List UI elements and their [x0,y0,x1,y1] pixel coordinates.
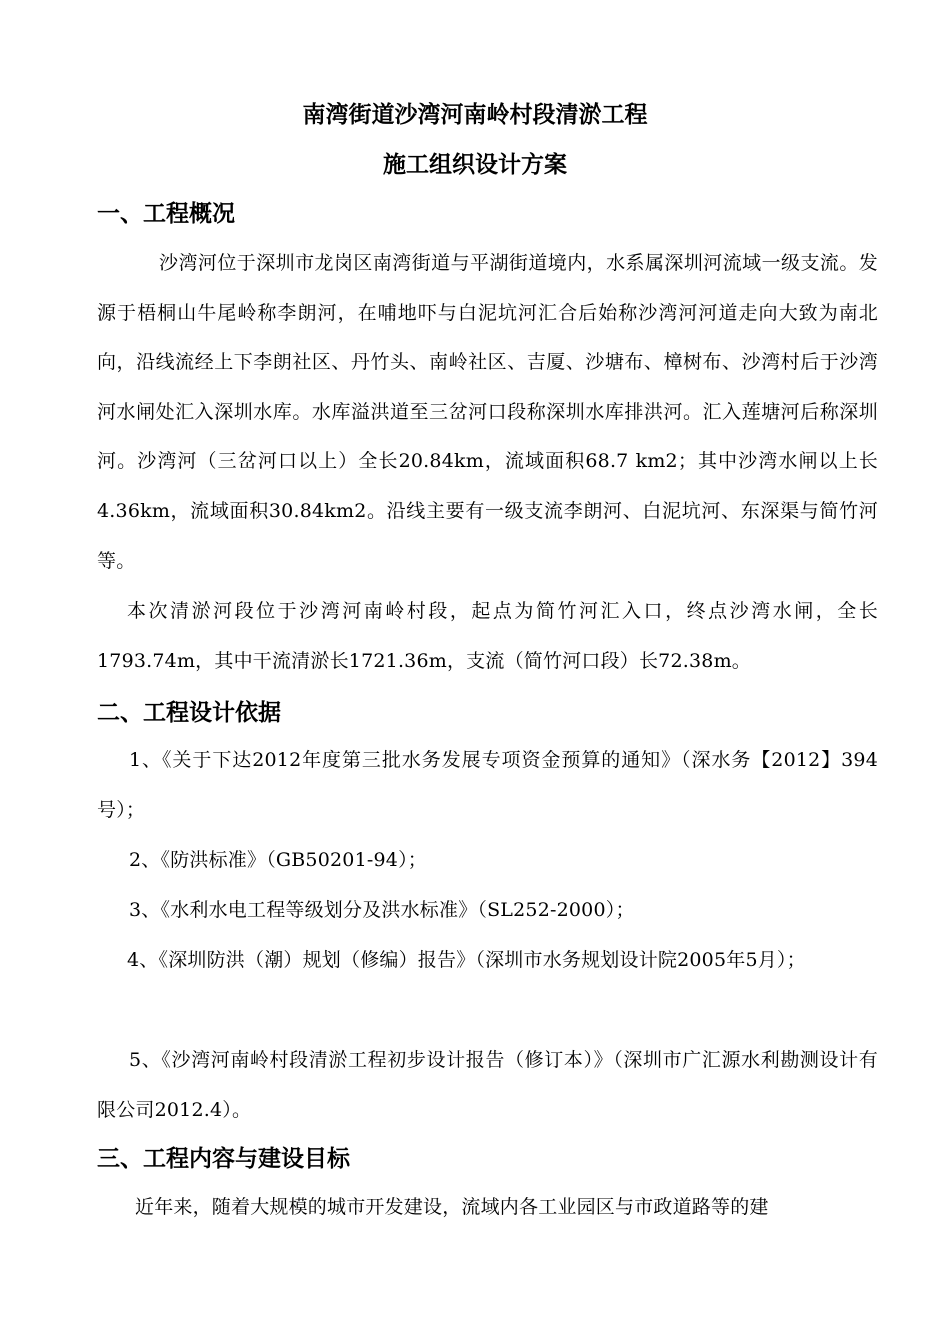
overview-paragraph-2: 本次清淤河段位于沙湾河南岭村段，起点为简竹河汇入口，终点沙湾水闸，全长1793.74m，其中干流清淤长1721.36m，支流（简竹河口段）长72.38m。 [97,600,878,672]
design-basis-item-3: 3、《水利水电工程等级划分及洪水标准》（SL252-2000）； [129,899,635,921]
design-basis-item-4: 4、《深圳防洪（潮）规划（修编）报告》（深圳市水务规划设计院2005年5月）； [127,949,806,971]
design-basis-item-5: 5、《沙湾河南岭村段清淤工程初步设计报告（修订本）》（深圳市广汇源水利勘测设计有限公司2012.4）。 [97,1049,878,1121]
design-basis-item-1: 1、《关于下达2012年度第三批水务发展专项资金预算的通知》（深水务【2012】394号）； [97,749,878,821]
overview-paragraph-1: 沙湾河位于深圳市龙岗区南湾街道与平湖街道境内，水系属深圳河流域一级支流。发源于梧桐山牛尾岭称李朗河，在哺地吓与白泥坑河汇合后始称沙湾河河道走向大致为南北向，沿线流经上下李朗社区、丹竹头、南岭社区、吉厦、沙塘布、樟树布、沙湾村后于沙湾河水闸处汇入深圳水库。水库溢洪道至三岔河口段称深圳水库排洪河。汇入莲塘河后称深圳河。沙湾河（三岔河口以上）全长20.84km，流域面积68.7 km2；其中沙湾水闸以上长4.36km，流域面积30.84km2。沿线主要有一级支流李朗河、白泥坑河、东深渠与简竹河等。 [97,252,878,572]
section-heading-overview: 一、工程概况 [97,201,235,227]
document-title-line-1: 南湾街道沙湾河南岭村段清淤工程 [302,102,648,128]
content-goals-paragraph-1: 近年来，随着大规模的城市开发建设，流域内各工业园区与市政道路等的建 [135,1196,769,1218]
section-heading-design-basis: 二、工程设计依据 [97,700,281,726]
design-basis-item-2: 2、《防洪标准》（GB50201-94）； [129,849,427,871]
document-title-line-2: 施工组织设计方案 [383,152,567,178]
section-heading-content-goals: 三、工程内容与建设目标 [97,1146,350,1172]
